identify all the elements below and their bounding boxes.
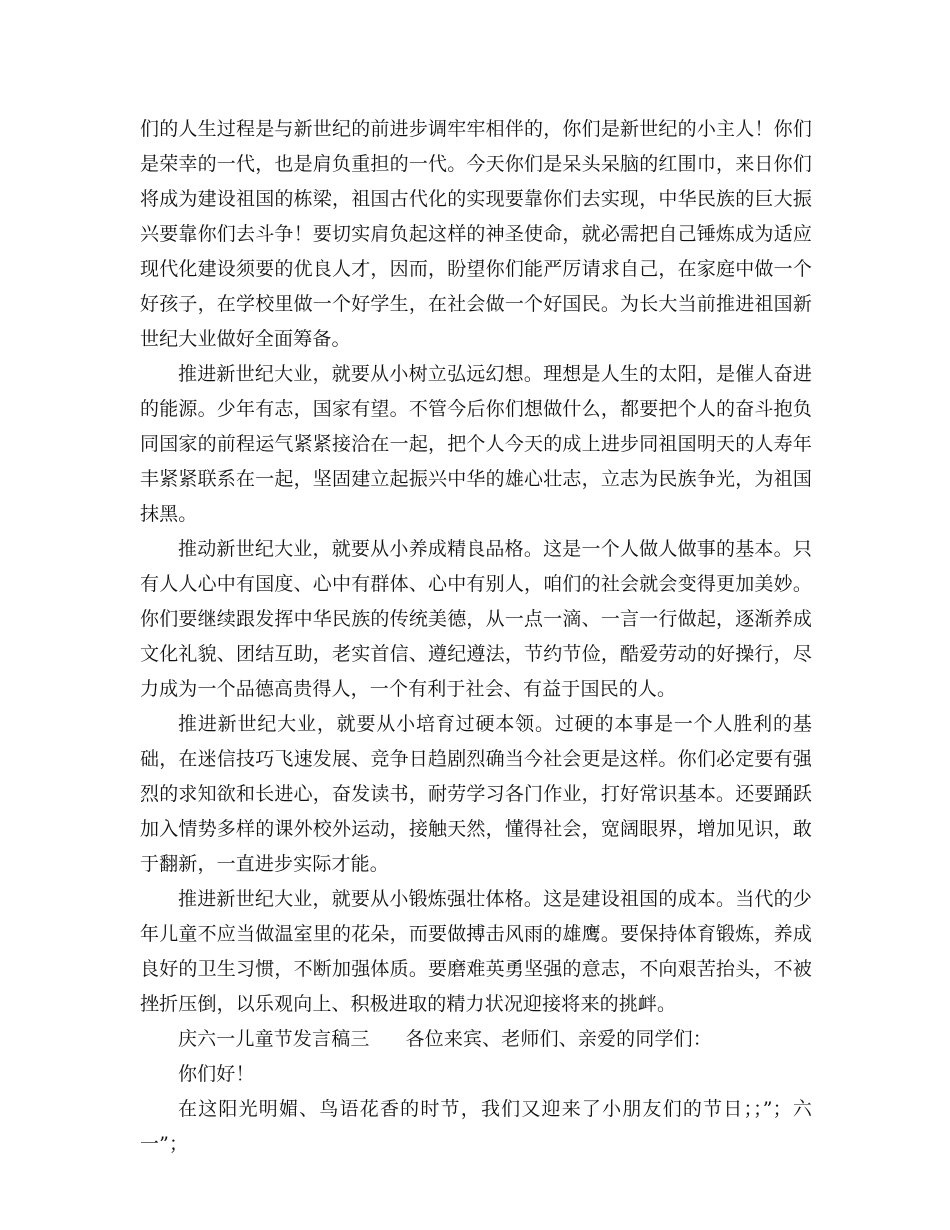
paragraph-2: 推进新世纪大业，就要从小树立弘远幻想。理想是人生的太阳，是催人奋进的能源。少年有志，国家有望。不管今后你们想做什么，都要把个人的奋斗抱负同国家的前程运气紧紧接洽在一起，把个人今天的成上进步同祖国明天的人寿年丰紧紧联系在一起，坚固建立起振兴中华的雄心壮志，立志为民族争光，为祖国抹黑。 bbox=[140, 363, 812, 525]
section-title: 庆六一儿童节发言稿三 bbox=[178, 1028, 370, 1050]
paragraph-1: 们的人生过程是与新世纪的前进步调牢牢相伴的，你们是新世纪的小主人！你们是荣幸的一代，也是肩负重担的一代。今天你们是呆头呆脑的红围巾，来日你们将成为建设祖国的栋梁，祖国古代化的实现要靠你们去实现，中华民族的巨大振兴要靠你们去斗争！要切实肩负起这样的神圣使命，就必需把自己锤炼成为适应现代化建设须要的优良人才，因而，盼望你们能严厉请求自己，在家庭中做一个好孩子，在学校里做一个好学生，在社会做一个好国民。为长大当前推进祖国新世纪大业做好全面筹备。 bbox=[140, 118, 812, 350]
salutation: 各位来宾、老师们、亲爱的同学们： bbox=[405, 1028, 712, 1050]
paragraph-4: 推进新世纪大业，就要从小培育过硬本领。过硬的本事是一个人胜利的基础，在迷信技巧飞速发展、竞争日趋剧烈确当今社会更是这样。你们必定要有强烈的求知欲和长进心，奋发读书，耐劳学习各门作业，打好常识基本。还要踊跃加入情势多样的课外校外运动，接触天然，懂得社会，宽阔眼界，增加见识，敢于翻新，一直进步实际才能。 bbox=[140, 713, 812, 875]
final-line: 在这阳光明媚、鸟语花香的时节，我们又迎来了小朋友们的节日；；”；六一”； bbox=[140, 1098, 812, 1155]
section-heading-line bbox=[140, 1022, 812, 1057]
paragraph-5: 推进新世纪大业，就要从小锻炼强壮体格。这是建设祖国的成本。当代的少年儿童不应当做温室里的花朵，而要做搏击风雨的雄鹰。要保持体育锻炼，养成良好的卫生习惯，不断加强体质。要磨难英勇坚强的意志，不向艰苦抬头，不被挫折压倒，以乐观向上、积极进取的精力状况迎接将来的挑衅。 bbox=[140, 888, 812, 1015]
greeting-line: 你们好！ bbox=[178, 1063, 255, 1085]
paragraph-3: 推动新世纪大业，就要从小养成精良品格。这是一个人做人做事的基本。只有人人心中有国度、心中有群体、心中有别人，咱们的社会就会变得更加美妙。你们要继续跟发挥中华民族的传统美德，从一点一滴、一言一行做起，逐渐养成文化礼貌、团结互助，老实首信、遵纪遵法，节约节俭，酷爱劳动的好操行，尽力成为一个品德高贵得人，一个有利于社会、有益于国民的人。 bbox=[140, 538, 812, 700]
document-body bbox=[140, 112, 812, 1162]
